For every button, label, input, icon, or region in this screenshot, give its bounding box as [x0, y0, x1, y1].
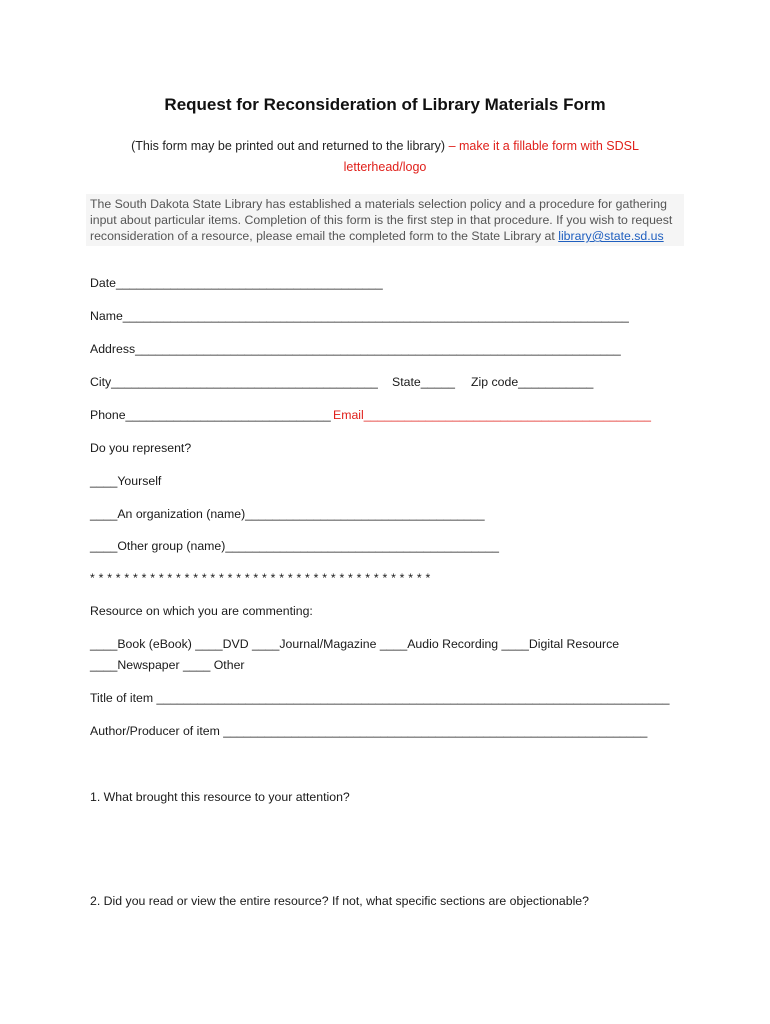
intro-text: The South Dakota State Library has established a materials selection policy and a procedure for gathering input about particular items. Completion of this form is the first step in that procedure. If you wish to request reconsideration of a resource, please email the completed form to the State Library at: [90, 197, 673, 243]
email-field[interactable]: Email__________________________________________: [333, 408, 651, 422]
author-producer-field[interactable]: Author/Producer of item ______________________________________________________________: [90, 724, 648, 738]
intro-paragraph: [86, 194, 684, 246]
represent-other-group-option[interactable]: ____Other group (name)________________________________________: [90, 539, 499, 553]
date-field[interactable]: Date_______________________________________: [90, 276, 383, 290]
resource-type-options-row-2[interactable]: ____Newspaper ____ Other: [90, 658, 245, 672]
separator-stars: * * * * * * * * * * * * * * * * * * * * * * * * * * * * * * * * * * * * * * * *: [90, 571, 431, 585]
represent-organization-option[interactable]: ____An organization (name)___________________________________: [90, 507, 485, 521]
name-field[interactable]: Name__________________________________________________________________________: [90, 309, 629, 323]
phone-field[interactable]: Phone______________________________: [90, 408, 331, 422]
represent-yourself-option[interactable]: ____Yourself: [90, 474, 162, 488]
resource-type-options-row-1[interactable]: ____Book (eBook) ____DVD ____Journal/Magazine ____Audio Recording ____Digital Resource: [90, 637, 620, 651]
title-of-item-field[interactable]: Title of item ___________________________________________________________________________: [90, 691, 670, 705]
represent-question: Do you represent?: [90, 441, 192, 455]
resource-question: Resource on which you are commenting:: [90, 604, 313, 618]
zip-field[interactable]: Zip code___________: [471, 375, 594, 389]
form-subtitle: [120, 136, 650, 178]
state-field[interactable]: State_____: [392, 375, 455, 389]
form-title: Request for Reconsideration of Library Materials Form: [164, 95, 606, 114]
library-email-link[interactable]: library@state.sd.us: [558, 229, 664, 243]
subtitle-note: (This form may be printed out and returned to the library): [131, 139, 449, 153]
question-2: 2. Did you read or view the entire resource? If not, what specific sections are objectionable?: [90, 894, 589, 908]
subtitle-editor-note: – make it a fillable form with SDSL letterhead/logo: [343, 139, 639, 174]
city-field[interactable]: City_______________________________________: [90, 375, 378, 389]
question-1: 1. What brought this resource to your attention?: [90, 790, 350, 804]
address-field[interactable]: Address_______________________________________________________________________: [90, 342, 621, 356]
